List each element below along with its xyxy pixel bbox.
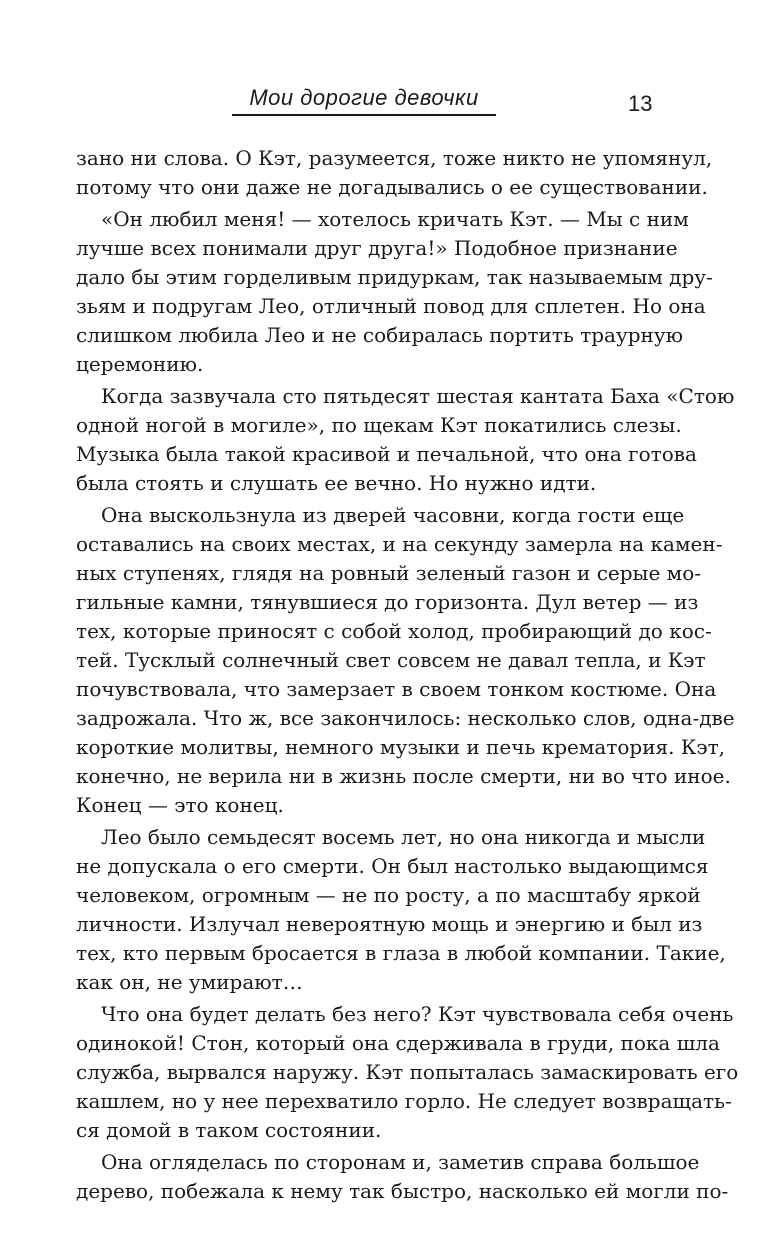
paragraph bbox=[76, 501, 735, 820]
running-head bbox=[232, 84, 496, 116]
text-line: конечно, не верила ни в жизнь после смерти, ни во что иное. bbox=[76, 764, 731, 788]
paragraph bbox=[76, 1000, 739, 1145]
page-number: 13 bbox=[628, 91, 653, 116]
text-line: одинокой! Стон, который она сдерживала в груди, пока шла bbox=[76, 1031, 720, 1055]
text-line: оставались на своих местах, и на секунду замерла на камен- bbox=[76, 532, 723, 556]
text-line: Когда зазвучала сто пятьдесят шестая кантата Баха «Стою bbox=[101, 384, 735, 408]
text-line: Музыка была такой красивой и печальной, что она готова bbox=[76, 442, 697, 466]
text-line: ных ступенях, глядя на ровный зеленый газон и серые мо- bbox=[76, 561, 702, 585]
text-line: потому что они даже не догадывались о ее существовании. bbox=[76, 175, 708, 199]
paragraph bbox=[76, 823, 726, 997]
text-line: почувствовала, что замерзает в своем тонком костюме. Она bbox=[76, 677, 717, 701]
text-line: тех, которые приносят с собой холод, пробирающий до кос- bbox=[76, 619, 712, 643]
paragraph bbox=[76, 144, 713, 202]
text-line: Что она будет делать без него? Кэт чувствовала себя очень bbox=[101, 1002, 734, 1026]
text-line: лучше всех понимали друг друга!» Подобное признание bbox=[76, 236, 678, 260]
text-line: Лео было семьдесят восемь лет, но она никогда и мысли bbox=[101, 825, 706, 849]
text-line: человеком, огромным — не по росту, а по масштабу яркой bbox=[76, 883, 701, 907]
text-line: слишком любила Лео и не собиралась портить траурную bbox=[76, 323, 684, 347]
paragraph bbox=[76, 1148, 729, 1206]
text-line: одной ногой в могиле», по щекам Кэт покатились слезы. bbox=[76, 413, 682, 437]
text-line: Конец — это конец. bbox=[76, 793, 284, 817]
body-text bbox=[76, 144, 739, 1206]
text-line: Она огляделась по сторонам и, заметив справа большое bbox=[101, 1150, 700, 1174]
text-line: дало бы этим горделивым придуркам, так называемым дру- bbox=[76, 265, 713, 289]
text-line: не допускала о его смерти. Он был настолько выдающимся bbox=[76, 854, 709, 878]
text-line: короткие молитвы, немного музыки и печь крематория. Кэт, bbox=[76, 735, 725, 759]
text-line: была стоять и слушать ее вечно. Но нужно идти. bbox=[76, 471, 597, 495]
paragraph bbox=[76, 205, 713, 379]
text-line: задрожала. Что ж, все закончилось: несколько слов, одна-две bbox=[76, 706, 735, 730]
paragraph bbox=[76, 382, 735, 498]
text-line: как он, не умирают… bbox=[76, 970, 303, 994]
text-line: дерево, побежала к нему так быстро, насколько ей могли по- bbox=[76, 1179, 729, 1203]
text-line: зьям и подругам Лео, отличный повод для сплетен. Но она bbox=[76, 294, 706, 318]
text-line: тей. Тусклый солнечный свет совсем не давал тепла, и Кэт bbox=[76, 648, 706, 672]
text-line: кашлем, но у нее перехватило горло. Не следует возвращать- bbox=[76, 1089, 732, 1113]
running-title: Мои дорогие девочки bbox=[249, 85, 479, 110]
text-line: Она выскользнула из дверей часовни, когда гости еще bbox=[101, 503, 685, 527]
text-line: «Он любил меня! — хотелось кричать Кэт. — Мы с ним bbox=[101, 207, 689, 231]
text-line: тех, кто первым бросается в глаза в любой компании. Такие, bbox=[76, 941, 726, 965]
text-line: ся домой в таком состоянии. bbox=[76, 1118, 382, 1142]
text-line: гильные камни, тянувшиеся до горизонта. Дул ветер — из bbox=[76, 590, 699, 614]
text-line: личности. Излучал невероятную мощь и энергию и был из bbox=[76, 912, 703, 936]
text-line: служба, вырвался наружу. Кэт попыталась замаскировать его bbox=[76, 1060, 739, 1084]
text-line: зано ни слова. О Кэт, разумеется, тоже никто не упомянул, bbox=[76, 146, 713, 170]
text-line: церемонию. bbox=[76, 352, 204, 376]
